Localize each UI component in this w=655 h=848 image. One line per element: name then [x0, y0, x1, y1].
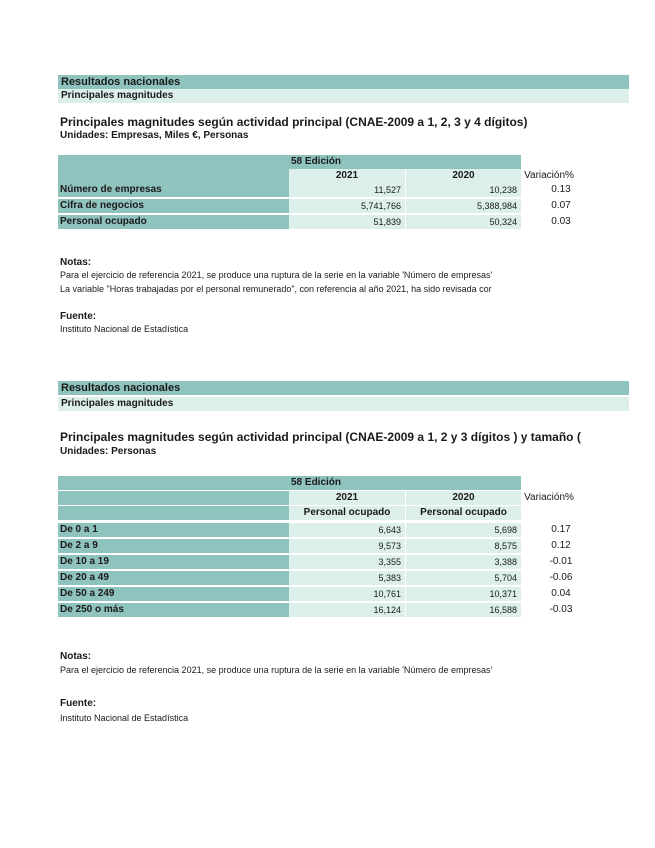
table-cell-variation: -0.06 — [521, 571, 601, 585]
table-cell: 3,388 — [406, 555, 521, 569]
table-cell: 5,698 — [406, 523, 521, 537]
section1-year-2021: 2021 — [289, 169, 405, 183]
table-cell: 10,238 — [406, 183, 521, 197]
section1-band-title: Resultados nacionales — [58, 75, 629, 89]
section2-year-2020: 2020 — [406, 491, 521, 505]
section1-units: Unidades: Empresas, Miles €, Personas — [60, 130, 249, 141]
table-cell-variation: 0.07 — [521, 199, 601, 213]
table-cell: 50,324 — [406, 215, 521, 229]
table-cell-variation: 0.17 — [521, 523, 601, 537]
section2-band-title: Resultados nacionales — [58, 381, 629, 395]
table-cell: 10,761 — [289, 587, 405, 601]
section1-source-title: Fuente: — [60, 311, 97, 322]
section1-note: Para el ejercicio de referencia 2021, se produce una ruptura de la serie en la variable 'Número de empresas' — [60, 270, 493, 280]
table-cell: 5,388,984 — [406, 199, 521, 213]
section2-header-blank-3 — [58, 506, 289, 520]
section2-variation-header: Variación% — [521, 491, 577, 505]
table-cell: 11,527 — [289, 183, 405, 197]
section1-source: Instituto Nacional de Estadística — [60, 324, 189, 334]
section1-edition: 58 Edición — [289, 155, 521, 169]
section1-note: La variable "Horas trabajadas por el personal remunerado", con referencia al año 2021, ha sido revisada cor — [60, 284, 492, 294]
section2-source-title: Fuente: — [60, 698, 97, 709]
table-cell-variation: -0.01 — [521, 555, 601, 569]
table-row-label: Personal ocupado — [58, 215, 289, 229]
section2-year-2021: 2021 — [289, 491, 405, 505]
section1-header-blank-2 — [58, 169, 289, 183]
table-cell-variation: 0.12 — [521, 539, 601, 553]
section1-band-subtitle: Principales magnitudes — [58, 89, 629, 103]
table-cell: 5,383 — [289, 571, 405, 585]
section2-band-subtitle: Principales magnitudes — [58, 397, 629, 411]
table-cell: 9,573 — [289, 539, 405, 553]
table-cell: 5,704 — [406, 571, 521, 585]
table-cell: 10,371 — [406, 587, 521, 601]
table-cell: 8,575 — [406, 539, 521, 553]
table-row-label: De 10 a 19 — [58, 555, 289, 569]
table-cell-variation: 0.04 — [521, 587, 601, 601]
table-cell: 16,588 — [406, 603, 521, 617]
table-cell: 16,124 — [289, 603, 405, 617]
table-cell: 3,355 — [289, 555, 405, 569]
table-cell: 51,839 — [289, 215, 405, 229]
table-cell-variation: -0.03 — [521, 603, 601, 617]
section2-header-blank — [58, 476, 289, 490]
table-row-label: De 0 a 1 — [58, 523, 289, 537]
table-row-label: De 250 o más — [58, 603, 289, 617]
section1-table-title: Principales magnitudes según actividad principal (CNAE-2009 a 1, 2, 3 y 4 dígitos) — [60, 115, 528, 129]
section2-subheader-2020: Personal ocupado — [406, 506, 521, 520]
section1-variation-header: Variación% — [521, 169, 577, 183]
table-row-label: Cifra de negocios — [58, 199, 289, 213]
section2-header-blank-2 — [58, 491, 289, 505]
section2-table-title: Principales magnitudes según actividad principal (CNAE-2009 a 1, 2 y 3 dígitos ) y tamaño ( — [60, 430, 581, 444]
section2-units: Unidades: Personas — [60, 446, 157, 457]
table-cell: 6,643 — [289, 523, 405, 537]
table-row-label: De 20 a 49 — [58, 571, 289, 585]
table-row-label: De 2 a 9 — [58, 539, 289, 553]
section2-notes-title: Notas: — [60, 651, 92, 662]
table-cell-variation: 0.13 — [521, 183, 601, 197]
table-row-label: Número de empresas — [58, 183, 289, 197]
section1-year-2020: 2020 — [406, 169, 521, 183]
section2-source: Instituto Nacional de Estadística — [60, 713, 189, 723]
section2-subheader-2021: Personal ocupado — [289, 506, 405, 520]
table-row-label: De 50 a 249 — [58, 587, 289, 601]
table-cell: 5,741,766 — [289, 199, 405, 213]
section2-note: Para el ejercicio de referencia 2021, se produce una ruptura de la serie en la variable 'Número de empresas' — [60, 665, 493, 675]
section1-header-blank — [58, 155, 289, 169]
section2-edition: 58 Edición — [289, 476, 521, 490]
table-cell-variation: 0.03 — [521, 215, 601, 229]
section1-notes-title: Notas: — [60, 257, 92, 268]
